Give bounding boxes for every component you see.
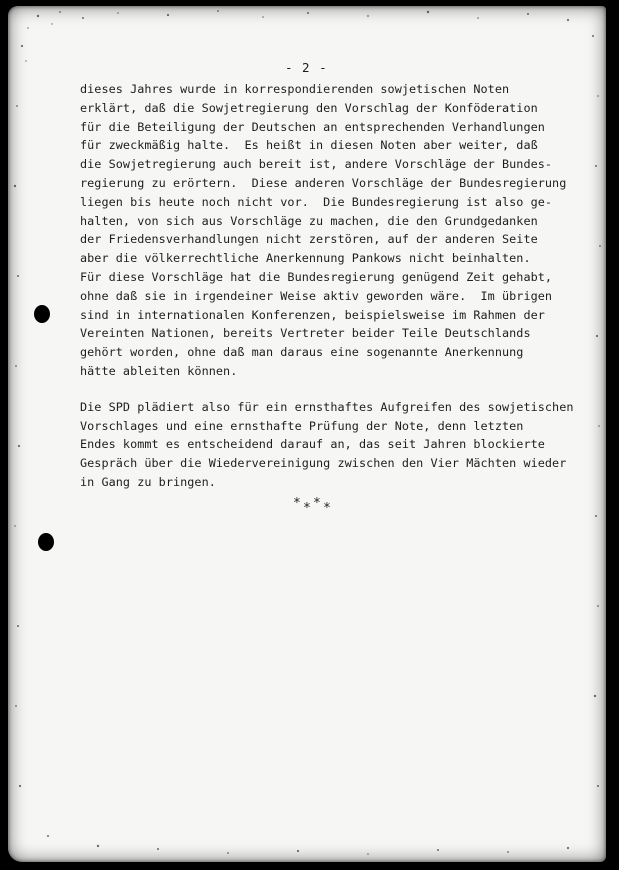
text-line: liegen bis heute noch nicht vor. Die Bundesregierung ist also ge-: [80, 194, 553, 209]
text-line: sind in internationalen Konferenzen, beispielsweise im Rahmen der: [80, 307, 545, 322]
text-line: Endes kommt es entscheidend darauf an, das seit Jahren blockierte: [80, 437, 545, 452]
text-line: gehört worden, ohne daß man daraus eine sogenannte Anerkennung: [80, 345, 524, 360]
text-line: regierung zu erörtern. Diese anderen Vorschläge der Bundesregierung: [80, 175, 567, 190]
text-line: der Friedensverhandlungen nicht zerstören, auf der anderen Seite: [80, 232, 538, 247]
text-line: dieses Jahres wurde in korrespondierenden sowjetischen Noten: [80, 82, 510, 96]
paragraph-2: [80, 398, 600, 492]
page-number: - 2 -: [285, 60, 328, 75]
asterisk: *: [323, 501, 331, 516]
text-line: in Gang zu bringen.: [80, 474, 216, 489]
punch-hole-bottom: [38, 533, 54, 551]
text-line: hätte ableiten können.: [80, 363, 238, 378]
asterisk: *: [313, 496, 321, 511]
text-line: die Sowjetregierung auch bereit ist, andere Vorschläge der Bundes-: [80, 157, 553, 172]
text-line: erklärt, daß die Sowjetregierung den Vorschlag der Konföderation: [80, 100, 538, 115]
paragraph-1: [80, 80, 600, 381]
text-line: ohne daß sie in irgendeiner Weise aktiv geworden wäre. Im übrigen: [80, 288, 553, 303]
punch-hole-top: [34, 305, 50, 323]
document-body: [80, 80, 600, 492]
paragraph-gap: [80, 381, 600, 398]
text-line: für die Beteiligung der Deutschen an entsprechenden Verhandlungen: [80, 119, 545, 134]
text-line: für zweckmäßig halte. Es heißt in diesen Noten aber weiter, daß: [80, 138, 538, 153]
section-separator-asterisks: [293, 496, 333, 516]
text-line: halten, von sich aus Vorschläge zu machen, die den Grundgedanken: [80, 213, 538, 228]
text-line: Vorschlages und eine ernsthafte Prüfung der Note, denn letzten: [80, 418, 524, 433]
asterisk: *: [303, 501, 311, 516]
text-line: Für diese Vorschläge hat die Bundesregierung genügend Zeit gehabt,: [80, 269, 553, 284]
text-line: Die SPD plädiert also für ein ernsthaftes Aufgreifen des sowjetischen: [80, 399, 574, 414]
text-line: aber die völkerrechtliche Anerkennung Pankows nicht beinhalten.: [80, 251, 531, 266]
text-line: Vereinten Nationen, bereits Vertreter beider Teile Deutschlands: [80, 326, 531, 341]
text-line: Gespräch über die Wiedervereinigung zwischen den Vier Mächten wieder: [80, 456, 567, 471]
asterisk: *: [293, 496, 301, 511]
